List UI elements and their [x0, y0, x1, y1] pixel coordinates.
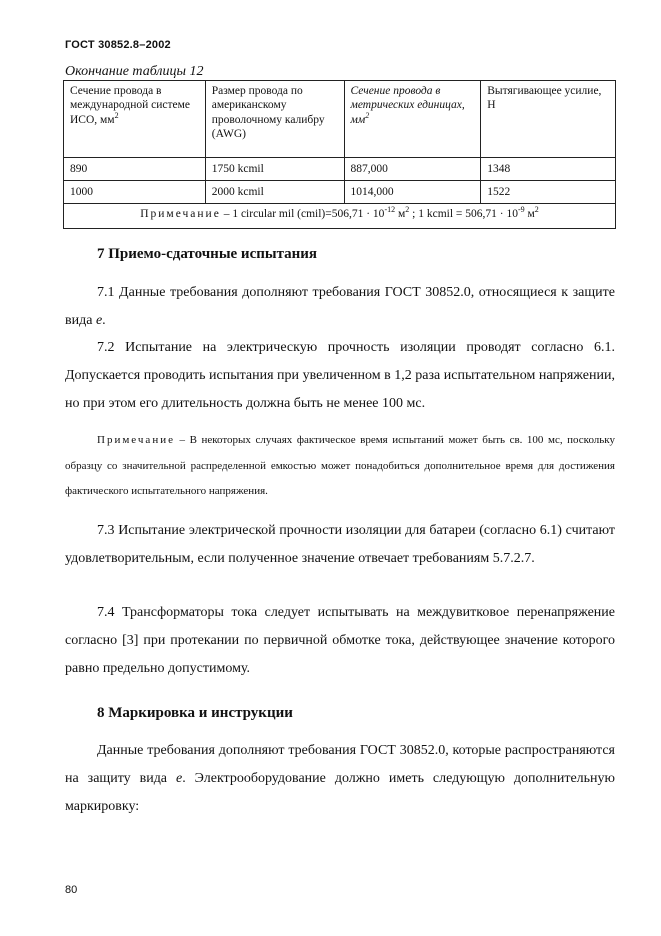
- page-number: 80: [65, 884, 78, 896]
- table-cell: 890: [64, 158, 206, 181]
- paragraph-7-1: 7.1 Данные требования дополняют требования ГОСТ 30852.0, относящиеся к защите вида е.: [65, 285, 615, 328]
- table-header-row: [64, 81, 616, 158]
- table-cell: 1014,000: [344, 181, 481, 204]
- table-cell: 1750 kcmil: [205, 158, 344, 181]
- document-header: ГОСТ 30852.8–2002: [65, 39, 171, 51]
- section-8-title: 8 Маркировка и инструкции: [97, 705, 293, 721]
- col-header-awg: Размер провода по американскому проволочному калибру (AWG): [205, 81, 344, 158]
- section-7-title: 7 Приемо-сдаточные испытания: [97, 246, 318, 262]
- paragraph-7-3: 7.3 Испытание электрической прочности изоляции для батареи (согласно 6.1) считают удовлетворительным, если полученное значение отвечает требованиям 5.7.2.7.: [65, 523, 615, 566]
- table-row: [64, 158, 616, 181]
- table-row: [64, 181, 616, 204]
- table-cell: 887,000: [344, 158, 481, 181]
- table-caption: Окончание таблицы 12: [65, 64, 204, 79]
- note-label: Примечание: [140, 208, 221, 220]
- col-header-force: Вытягивающее усилие, Н: [481, 81, 616, 158]
- paragraph-7-2: 7.2 Испытание на электрическую прочность изоляции проводят согласно 6.1. Допускается проводить испытания при увеличенном в 1,2 раза испытательном напряжении, но при этом его длительность должна быть не менее 100 мс.: [65, 340, 615, 411]
- table-cell: 2000 kcmil: [205, 181, 344, 204]
- table-cell: 1000: [64, 181, 206, 204]
- table-cell: 1522: [481, 181, 616, 204]
- paragraph-7-4: 7.4 Трансформаторы тока следует испытывать на междувитковое перенапряжение согласно [3] при протекании по первичной обмотке тока, действующее значение которого равно предельно допустимому.: [65, 605, 615, 676]
- col-header-metric: Сечение провода в метрических единицах, $мм^2$: [344, 81, 481, 158]
- note-7-2: Примечание – В некоторых случаях фактическое время испытаний может быть св. 100 мс, поскольку образцу со значительной распределенной емкостью может понадобиться дополнительное время для достижения фактического испытательного напряжения.: [65, 434, 615, 497]
- paragraph-8: Данные требования дополняют требования ГОСТ 30852.0, которые распространяются на защиту вида е. Электрооборудование должно иметь следующую дополнительную маркировку:: [65, 743, 615, 814]
- table-note-row: [64, 204, 616, 229]
- table-cell: 1348: [481, 158, 616, 181]
- table-note: Примечание – 1 circular mil (cmil)=506,71 · $10^{-12}$ $м^2$ ; 1 kcmil = $506,71 \cdot 10^{-9}$ $м^2$: [64, 204, 616, 229]
- wire-table: [63, 80, 616, 229]
- col-header-iso: Сечение провода в международной системе ИСО, $мм^2$: [64, 81, 206, 158]
